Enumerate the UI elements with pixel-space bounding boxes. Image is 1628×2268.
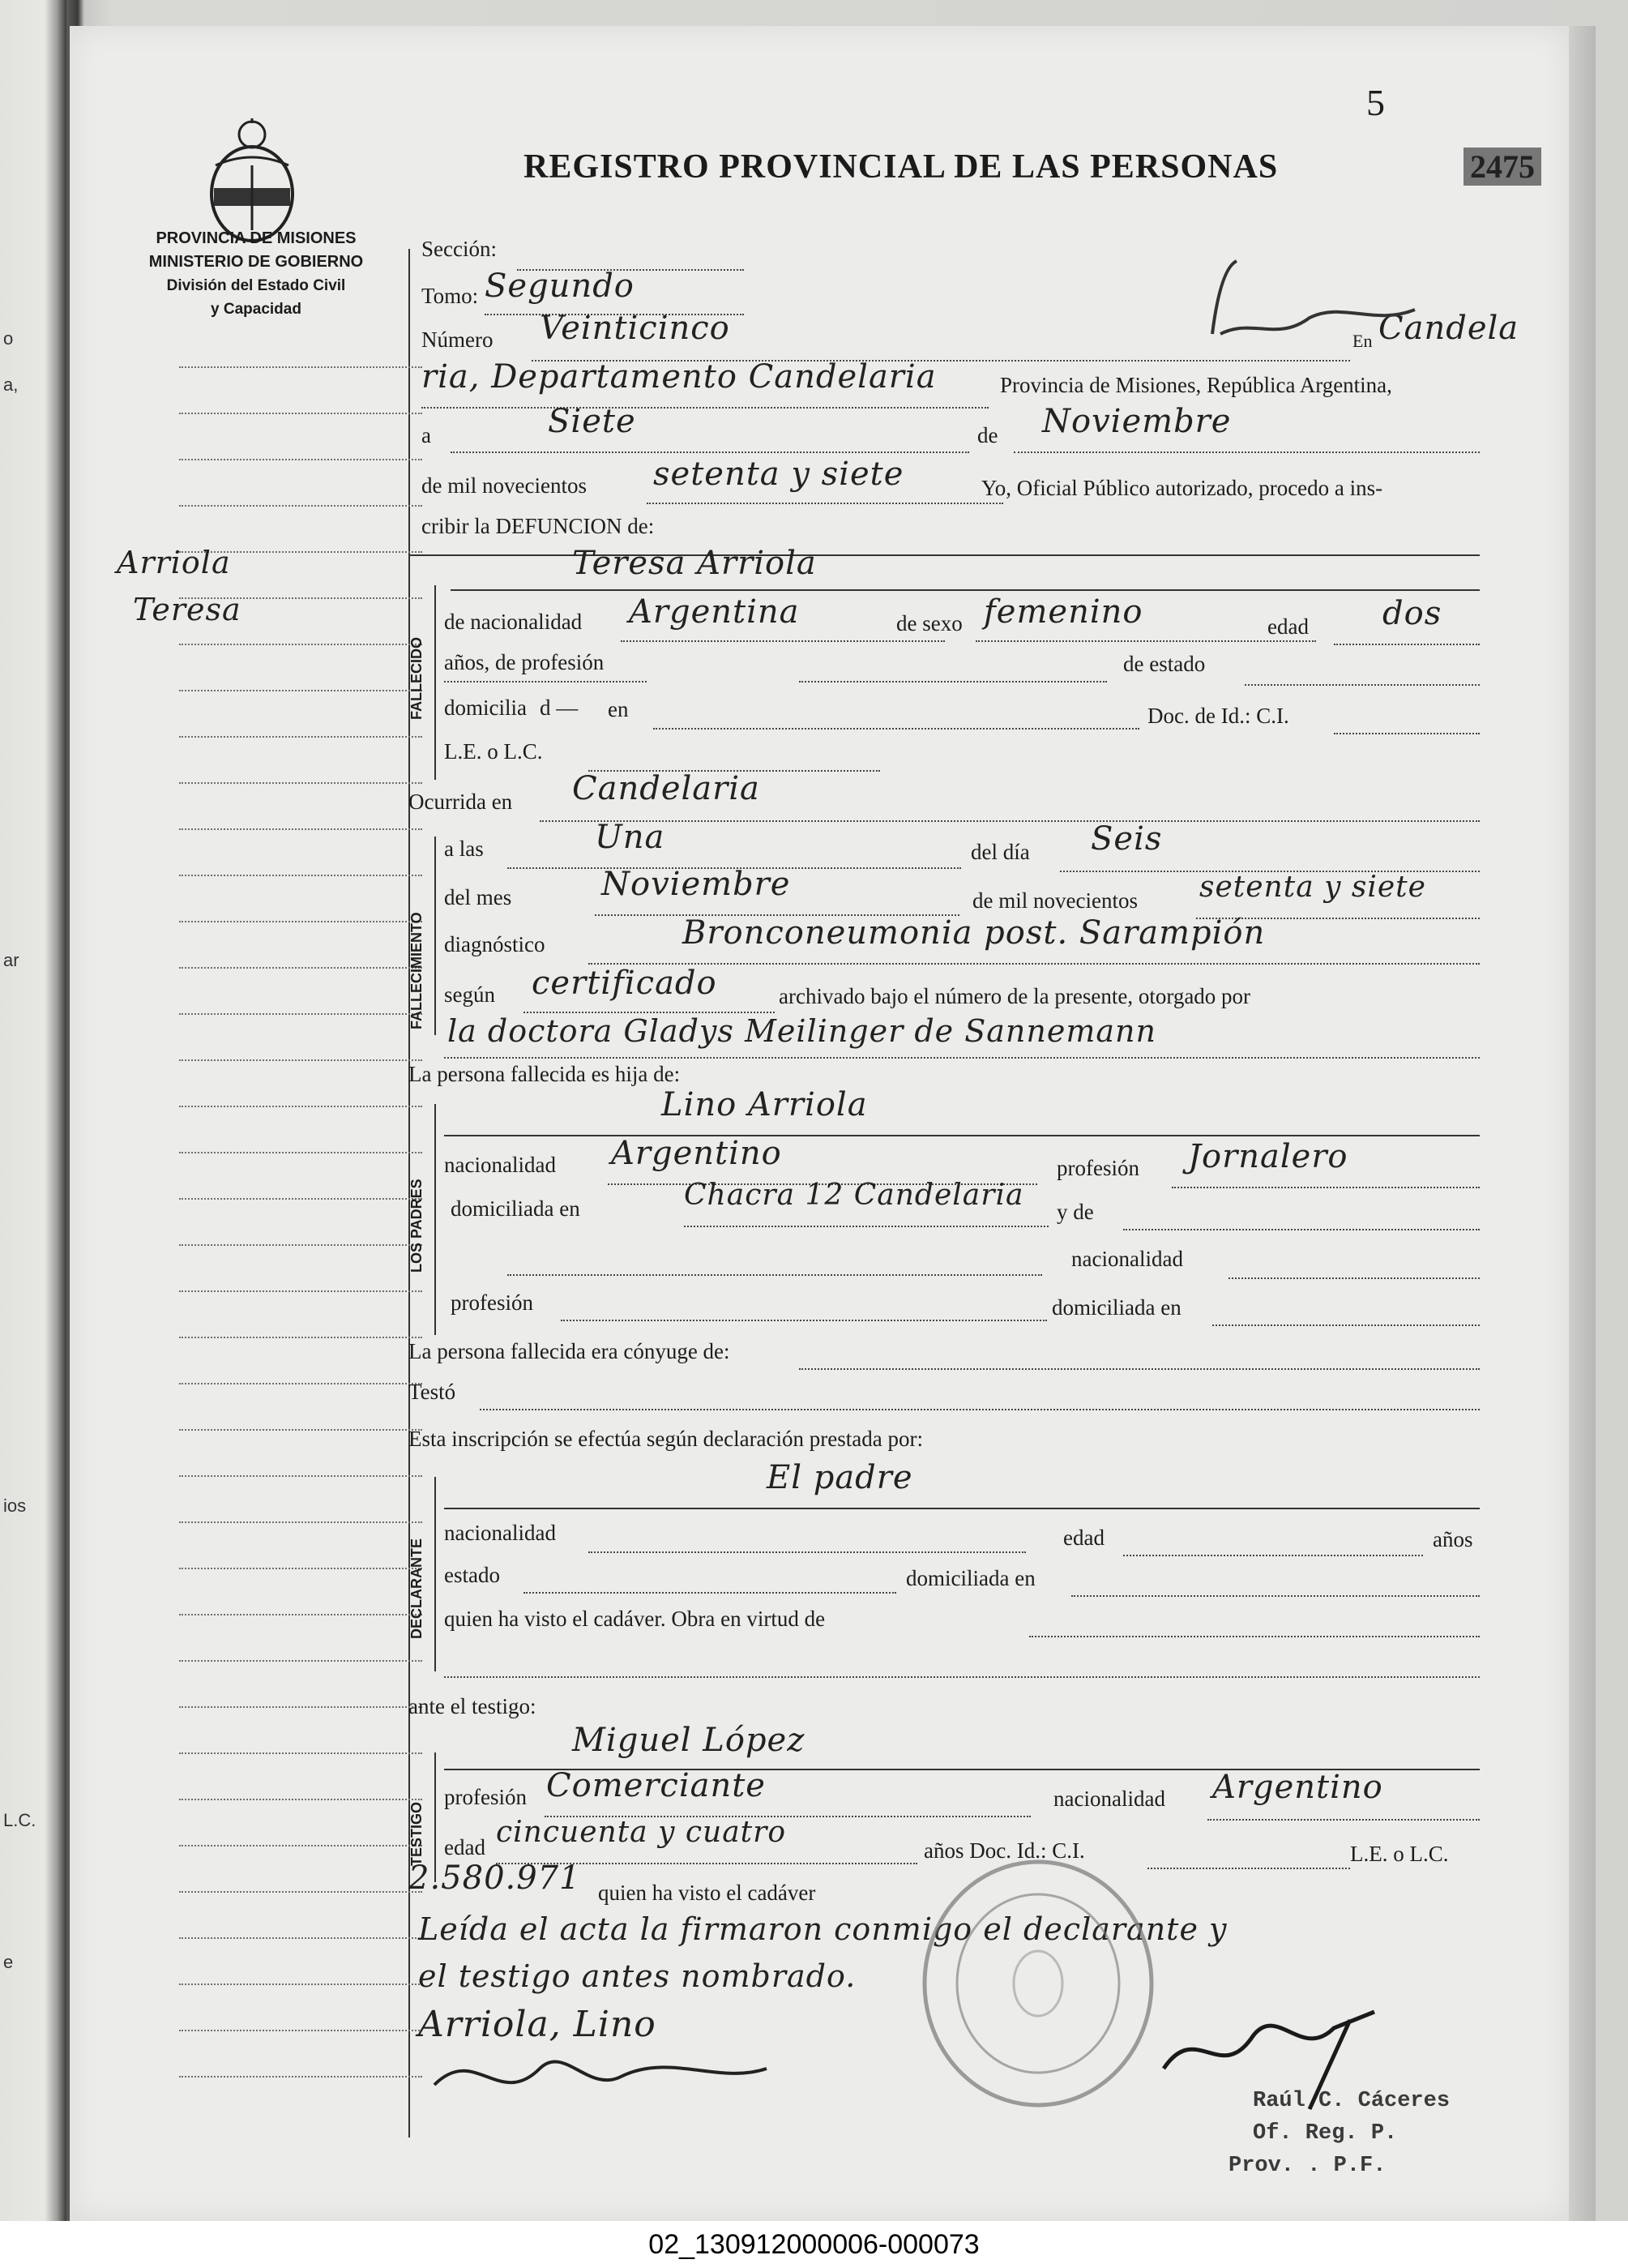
margin-note-surname: Arriola: [117, 545, 231, 580]
doc-label: Doc. de Id.: C.I.: [1147, 704, 1289, 728]
prev-page-fragment: ios: [3, 1496, 27, 1516]
margin-rule: [179, 644, 422, 645]
field-rule: [444, 1135, 1480, 1136]
margin-rule: [179, 2030, 422, 2031]
edad-value: dos: [1382, 595, 1442, 632]
en-label: En: [1352, 331, 1373, 351]
declarante-nombre: El padre: [767, 1459, 913, 1496]
padre-profesion-value: Jornalero: [1188, 1138, 1348, 1175]
margin-rule: [179, 1752, 422, 1754]
testigo-intro: ante el testigo:: [408, 1694, 536, 1718]
margin-rule: [179, 967, 422, 969]
margin-rule: [179, 1244, 422, 1246]
mes-value: Noviembre: [1042, 403, 1232, 440]
page-number: 5: [1366, 82, 1385, 123]
field-rule: [1123, 1229, 1480, 1230]
field-rule: [976, 640, 1316, 642]
anio-value: setenta y siete: [653, 456, 904, 493]
ocurrida-value: Candelaria: [572, 770, 760, 807]
testigo-edad-value: cincuenta y cuatro: [496, 1816, 787, 1849]
field-rule: [1172, 1187, 1480, 1188]
declarante-signature: Arriola, Lino: [418, 2004, 656, 2045]
field-rule: [1123, 1555, 1423, 1556]
certificate-page: [70, 26, 1569, 2221]
testigo-nombre: Miguel López: [572, 1722, 805, 1759]
testigo-section-label: TESTIGO: [408, 1801, 425, 1866]
margin-rule: [179, 1799, 422, 1800]
issuer-header: [118, 227, 394, 321]
field-rule: [1029, 1636, 1480, 1637]
padre-domicilio-value: Chacra 12 Candelaria: [684, 1179, 1024, 1212]
sexo-label: de sexo: [896, 611, 963, 635]
domicilio-en-label: en: [608, 697, 629, 721]
declarante-nacionalidad-label: nacionalidad: [444, 1521, 556, 1545]
conyuge-label: La persona fallecida era cónyuge de:: [408, 1339, 730, 1363]
testigo-cadaver-text: quien ha visto el cadáver: [598, 1881, 816, 1905]
margin-rule: [179, 1337, 422, 1338]
a-label: a: [421, 423, 431, 447]
field-rule: [1071, 1595, 1480, 1597]
testigo-anios-doc-label: años Doc. Id.: C.I.: [924, 1838, 1085, 1863]
field-rule: [1245, 684, 1480, 686]
field-rule: [653, 728, 1139, 730]
fallecido-section-label: FALLECIDO: [408, 637, 425, 720]
margin-rule: [179, 1614, 422, 1615]
segun-label: según: [444, 982, 495, 1007]
official-name-stamp: [1139, 2085, 1450, 2182]
prev-page-fragment: e: [3, 1952, 14, 1972]
inscripcion-label: Esta inscripción se efectúa según declaración prestada por:: [408, 1427, 923, 1451]
testigo-nacionalidad-value: Argentino: [1212, 1769, 1383, 1806]
margin-rule: [179, 1013, 422, 1015]
field-rule: [1228, 1277, 1480, 1279]
fallecimiento-dia-value: Seis: [1091, 820, 1163, 858]
margin-rule: [179, 1521, 422, 1523]
declarante-edad-label: edad: [1063, 1526, 1105, 1550]
y-de-label: y de: [1057, 1200, 1094, 1224]
block-rule: [410, 554, 1480, 556]
lugar-value: Candela: [1378, 310, 1519, 347]
declarante-domiciliada-label: domiciliada en: [906, 1566, 1036, 1590]
header-line: PROVINCIA DE MISIONES: [156, 229, 357, 247]
fallecimiento-mes-value: Noviembre: [601, 866, 791, 903]
field-rule: [684, 1226, 1049, 1227]
archivado-text: archivado bajo el número de la presente, otorgado por: [779, 984, 1251, 1008]
inscribir-text: cribir la DEFUNCION de:: [421, 514, 655, 538]
margin-rule: [179, 1198, 422, 1200]
stamp-line: Raúl C. Cáceres: [1253, 2089, 1451, 2113]
domiciliada-label: domiciliada en: [451, 1196, 580, 1221]
dia-value: Siete: [548, 403, 636, 440]
hija-label: La persona fallecida es hija de:: [408, 1062, 681, 1086]
margin-rule: [179, 875, 422, 876]
field-rule: [588, 1551, 1026, 1553]
stamp-line: Of. Reg. P.: [1253, 2121, 1398, 2146]
margin-rule: [179, 366, 422, 368]
numero-label: Número: [421, 327, 494, 352]
madre-domiciliada-label: domiciliada en: [1052, 1295, 1181, 1320]
domicilio-label: domicilia: [444, 695, 527, 720]
padre-nacionalidad-label: nacionalidad: [444, 1153, 556, 1177]
field-rule: [621, 640, 945, 642]
testigo-nacionalidad-label: nacionalidad: [1053, 1787, 1165, 1811]
field-rule: [540, 820, 1480, 822]
closing-line-1: Leída el acta la firmaron conmigo el declarante y: [418, 1911, 1228, 1947]
margin-rule: [179, 459, 422, 460]
field-rule: [1212, 1324, 1480, 1326]
margin-rule: [179, 1891, 422, 1893]
sexo-value: femenino: [984, 593, 1143, 631]
official-round-stamp: [912, 1850, 1164, 2117]
stamp-line: Prov. . P.F.: [1228, 2154, 1387, 2178]
edad-label: edad: [1267, 614, 1309, 639]
field-rule: [799, 681, 1107, 683]
testigo-profesion-value: Comerciante: [546, 1767, 766, 1804]
medico-value: la doctora Gladys Meilinger de Sannemann: [447, 1013, 1156, 1049]
prev-page-fragment: ar: [3, 950, 19, 970]
testigo-documento: 2.580.971: [408, 1859, 581, 1897]
a-las-label: a las: [444, 837, 484, 861]
declarante-section-label: DECLARANTE: [408, 1538, 425, 1639]
margin-rule: [179, 1845, 422, 1846]
oficial-text: Yo, Oficial Público autorizado, procedo a ins-: [981, 476, 1383, 500]
field-rule: [451, 589, 1480, 591]
declarante-anios-label: años: [1433, 1527, 1473, 1551]
field-rule: [507, 1274, 1042, 1276]
closing-line-2: el testigo antes nombrado.: [418, 1958, 857, 1994]
diagnostico-label: diagnóstico: [444, 932, 545, 956]
padre-profesion-label: profesión: [1057, 1156, 1139, 1180]
header-line: y Capacidad: [211, 301, 301, 318]
folio-stamp: 2475: [1463, 148, 1541, 186]
field-rule: [799, 1368, 1480, 1370]
margin-rule: [179, 1568, 422, 1569]
diagnostico-value: Bronconeumonia post. Sarampión: [682, 914, 1266, 952]
field-rule: [1207, 1819, 1480, 1821]
margin-rule: [179, 1290, 422, 1292]
segun-value: certificado: [532, 965, 717, 1002]
field-rule: [1147, 1868, 1350, 1869]
tomo-value: Segundo: [485, 267, 635, 305]
margin-rule: [179, 1475, 422, 1477]
image-caption: 02_130912000006-000073: [0, 2221, 1628, 2268]
field-rule: [421, 407, 989, 409]
tomo-label: Tomo:: [421, 284, 479, 308]
page-edge: [1567, 26, 1596, 2221]
del-dia-label: del día: [971, 840, 1030, 864]
field-rule: [480, 1409, 1480, 1410]
ocurrida-label: Ocurrida en: [408, 790, 513, 814]
field-rule: [444, 681, 647, 683]
field-rule: [1014, 451, 1480, 453]
padres-section-label: LOS PADRES: [408, 1179, 425, 1273]
declarante-cadaver-text: quien ha visto el cadáver. Obra en virtud de: [444, 1607, 826, 1631]
madre-nacionalidad-label: nacionalidad: [1071, 1247, 1183, 1271]
margin-rule: [179, 736, 422, 738]
header-line: MINISTERIO DE GOBIERNO: [148, 253, 364, 271]
margin-rule: [179, 1383, 422, 1384]
lugar-continuation: ria, Departamento Candelaria: [421, 358, 937, 396]
margin-rule: [179, 1059, 422, 1061]
anio-prefix: de mil novecientos: [421, 473, 587, 498]
madre-profesion-label: profesión: [451, 1290, 533, 1315]
de-label: de: [977, 423, 998, 447]
domicilio-dash: d —: [540, 695, 579, 720]
margin-rule: [179, 2076, 422, 2078]
field-rule: [561, 1320, 1047, 1321]
testigo-le-label: L.E. o L.C.: [1350, 1842, 1449, 1866]
block-bracket: [434, 585, 436, 780]
block-bracket: [434, 1104, 436, 1335]
margin-rule: [179, 1660, 422, 1662]
hora-value: Una: [595, 819, 665, 856]
field-rule: [444, 1676, 1480, 1678]
field-rule: [1334, 644, 1480, 645]
testigo-profesion-label: profesión: [444, 1785, 527, 1809]
padre-nombre: Lino Arriola: [661, 1086, 868, 1123]
field-rule: [1334, 733, 1480, 734]
margin-rule: [179, 1983, 422, 1985]
declarante-estado-label: estado: [444, 1563, 500, 1587]
anios-profesion-label: años, de profesión: [444, 650, 605, 674]
testo-label: Testó: [408, 1380, 456, 1404]
fallecimiento-anio-value: setenta y siete: [1199, 871, 1426, 904]
prev-page-fragment: a,: [3, 374, 19, 395]
page-title: REGISTRO PROVINCIAL DE LAS PERSONAS: [523, 148, 1279, 186]
header-line: División del Estado Civil: [166, 277, 346, 294]
margin-rule: [179, 413, 422, 414]
margin-note-given: Teresa: [133, 592, 241, 627]
registrar-initials-signature: [1188, 237, 1447, 366]
nacionalidad-label: de nacionalidad: [444, 610, 583, 634]
nacionalidad-value: Argentina: [629, 593, 800, 631]
margin-rule: [179, 828, 422, 830]
field-rule: [647, 503, 1003, 504]
field-rule: [444, 1057, 1480, 1059]
block-bracket: [434, 1477, 436, 1671]
signature-scribble-left: [426, 2036, 848, 2117]
margin-rule: [179, 921, 422, 922]
prev-page-fragment: o: [3, 328, 14, 349]
field-rule: [451, 451, 969, 453]
mil-label: de mil novecientos: [972, 888, 1138, 913]
prev-page-fragment: L.C.: [3, 1810, 36, 1830]
seccion-label: Sección:: [421, 237, 497, 261]
margin-rule: [179, 1106, 422, 1107]
margin-rule: [179, 1152, 422, 1153]
estado-label: de estado: [1123, 652, 1206, 676]
margin-rule: [179, 505, 422, 507]
padre-nacionalidad-value: Argentino: [611, 1135, 782, 1172]
provincia-text: Provincia de Misiones, República Argentina,: [1000, 373, 1392, 397]
fallecido-nombre: Teresa Arriola: [572, 545, 817, 582]
del-mes-label: del mes: [444, 885, 512, 909]
le-label: L.E. o L.C.: [444, 739, 543, 764]
margin-rule: [179, 1706, 422, 1708]
testigo-edad-label: edad: [444, 1835, 485, 1859]
margin-rule: [179, 1429, 422, 1431]
fallecimiento-section-label: FALLECIMIENTO: [408, 912, 425, 1029]
margin-rule: [179, 782, 422, 784]
margin-rule: [179, 1937, 422, 1939]
field-rule: [588, 963, 1480, 965]
numero-value: Veinticinco: [540, 310, 730, 347]
field-rule: [444, 1508, 1480, 1509]
block-bracket: [434, 837, 436, 1035]
margin-rule: [179, 690, 422, 691]
field-rule: [523, 1592, 896, 1594]
